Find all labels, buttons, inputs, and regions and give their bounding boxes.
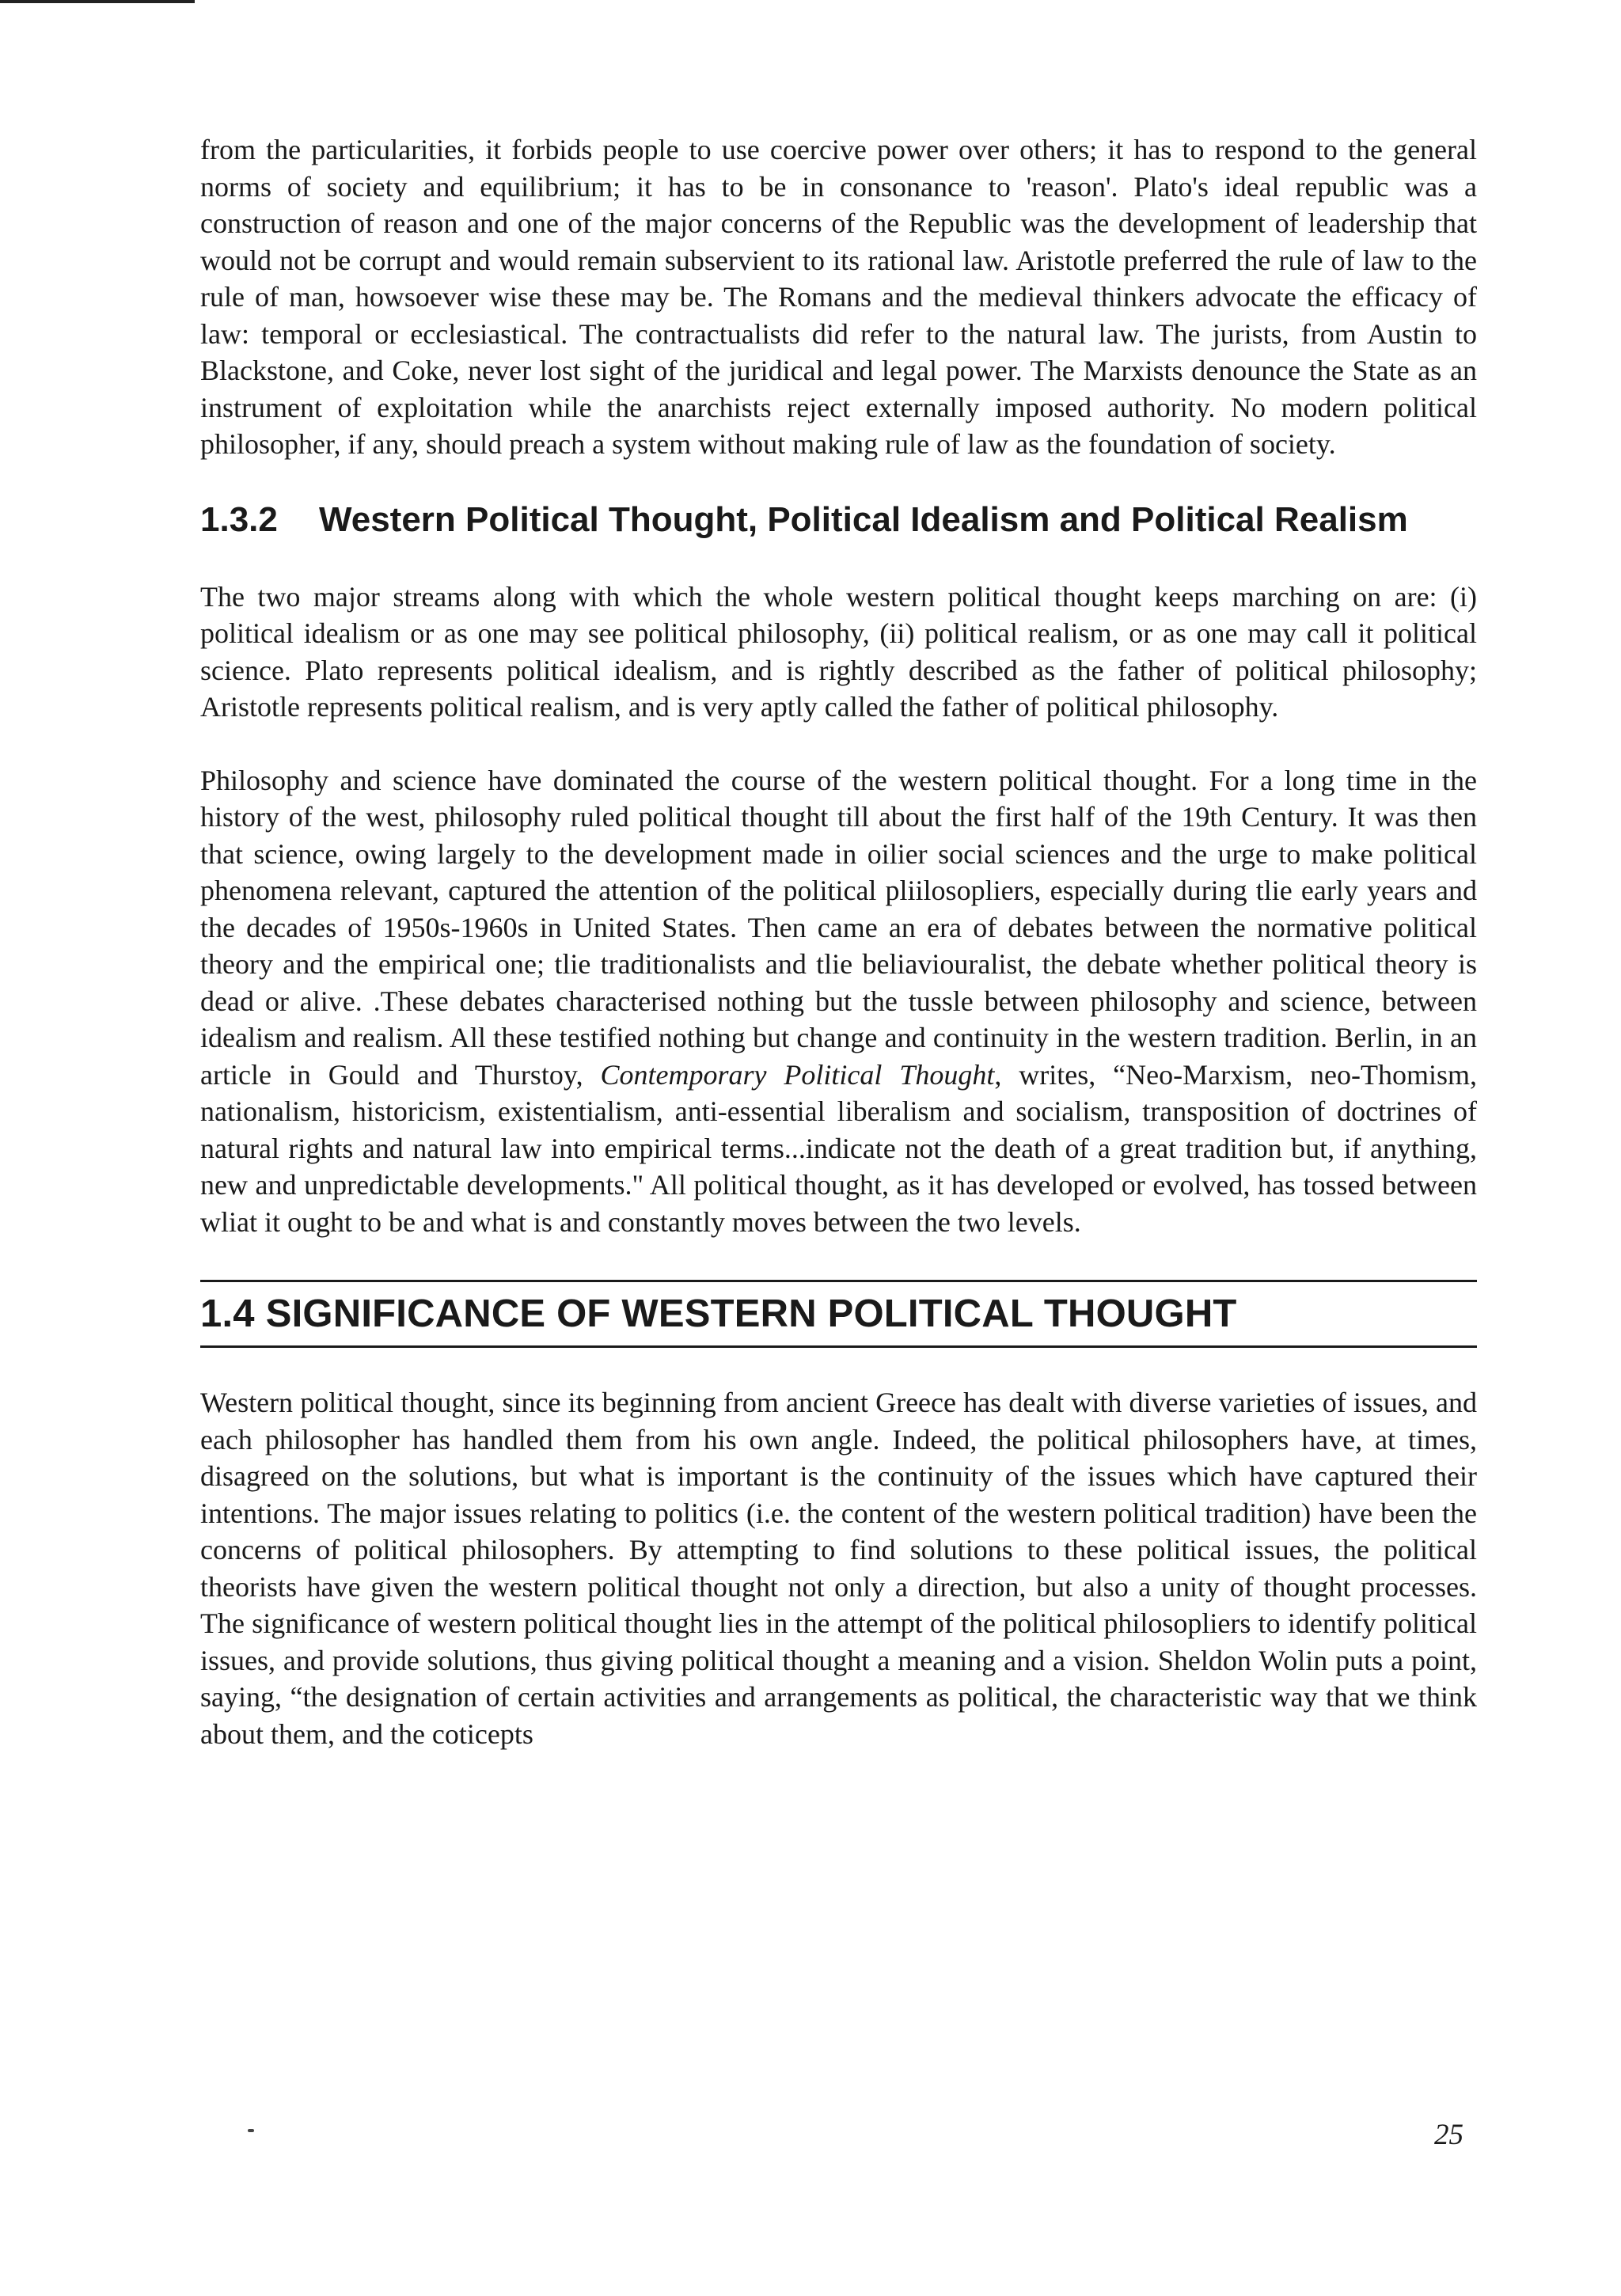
section-heading	[200, 1282, 1477, 1345]
scan-speck	[248, 2129, 254, 2132]
paragraph-philosophy-science-text-a: Philosophy and science have dominated the course of the western political thought. For a long time in the history of the west, philosophy ruled political thought till about the first half of the 19th Century. It was then that science, owing largely to the development made in oilier social sciences and the urge to make political phenomena relevant, captured the attention of the political pliilosopliers, especially during tlie early years and the decades of 1950s-1960s in United States. Then came an era of debates between the normative political theory and the empirical one; tlie traditionalists and tlie beliaviouralist, the debate whether political theory is dead or alive. .These debates characterised nothing but the tussle between philosophy and science, between idealism and realism. All these testified nothing but change and continuity in the western tradition. Berlin, in an article in Gould and Thurstoy,	[200, 764, 1477, 1091]
paragraph-rule-of-law: from the particularities, it forbids people to use coercive power over others; it has to respond to the general norms of society and equilibrium; it has to be in consonance to 'reason'. Plato's ideal republic was a construction of reason and one of the major concerns of the Republic was the development of leadership that would not be corrupt and would remain subservient to its rational law. Aristotle preferred the rule of law to the rule of man, howsoever wise these may be. The Romans and the medieval thinkers advocate the efficacy of law: temporal or ecclesiastical. The contractualists did refer to the natural law. The jurists, from Austin to Blackstone, and Coke, never lost sight of the juridical and legal power. The Marxists denounce the State as an instrument of exploitation while the anarchists reject externally imposed authority. No modern political philosopher, if any, should preach a system without making rule of law as the foundation of society.	[200, 134, 1477, 460]
paragraph-two-streams: The two major streams along with which the whole western political thought keeps marching on are: (i) political idealism or as one may see political philosophy, (ii) political realism, or as one may call it political science. Plato represents political idealism, and is rightly described as the father of political philosophy; Aristotle represents political realism, and is very aptly called the father of political philosophy.	[200, 580, 1477, 723]
section-heading-block	[200, 1280, 1477, 1348]
page-number: 25	[1434, 2119, 1463, 2151]
subsection-title: Western Political Thought, Political Idealism and Political Realism	[319, 499, 1408, 539]
paragraph-significance: Western political thought, since its beginning from ancient Greece has dealt with diverse varieties of issues, and each philosopher has handled them from his own angle. Indeed, the political philosophers have, at times, disagreed on the solutions, but what is important is the continuity of the issues which have captured their intentions. The major issues relating to politics (i.e. the content of the western political tradition) have been the concerns of political philosophers. By attempting to find solutions to these political issues, the political theorists have given the western political thought not only a direction, but also a unity of thought processes. The significance of western political thought lies in the attempt of the political philosopliers to identify political issues, and provide solutions, thus giving political thought a meaning and a vision. Sheldon Wolin puts a point, saying, “the designation of certain activities and arrangements as political, the characteristic way that we think about them, and the coticepts	[200, 1387, 1477, 1750]
section-number: 1.4	[200, 1292, 255, 1335]
book-title-italic: Contemporary Political Thought	[600, 1058, 995, 1091]
paragraph-philosophy-science	[200, 762, 1477, 1241]
page-body	[200, 131, 1477, 1752]
subsection-heading	[200, 497, 1477, 543]
section-heading-bottom-rule	[200, 1345, 1477, 1348]
subsection-number: 1.3.2	[200, 499, 278, 539]
paragraph-philosophy-science-text-b: , writes, “Neo-Marxism, neo-Thomism, nationalism, historicism, existentialism, anti-essential liberalism and socialism, transposition of doctrines of natural rights and natural law into empirical terms...indicate not the death of a great tradition but, if anything, new and unpredictable developments." All political thought, as it has developed or evolved, has tossed between wliat it ought to be and what is and constantly moves between the two levels.	[200, 1058, 1477, 1238]
section-title: SIGNIFICANCE OF WESTERN POLITICAL THOUGHT	[265, 1292, 1237, 1335]
top-edge-rule	[0, 0, 195, 3]
